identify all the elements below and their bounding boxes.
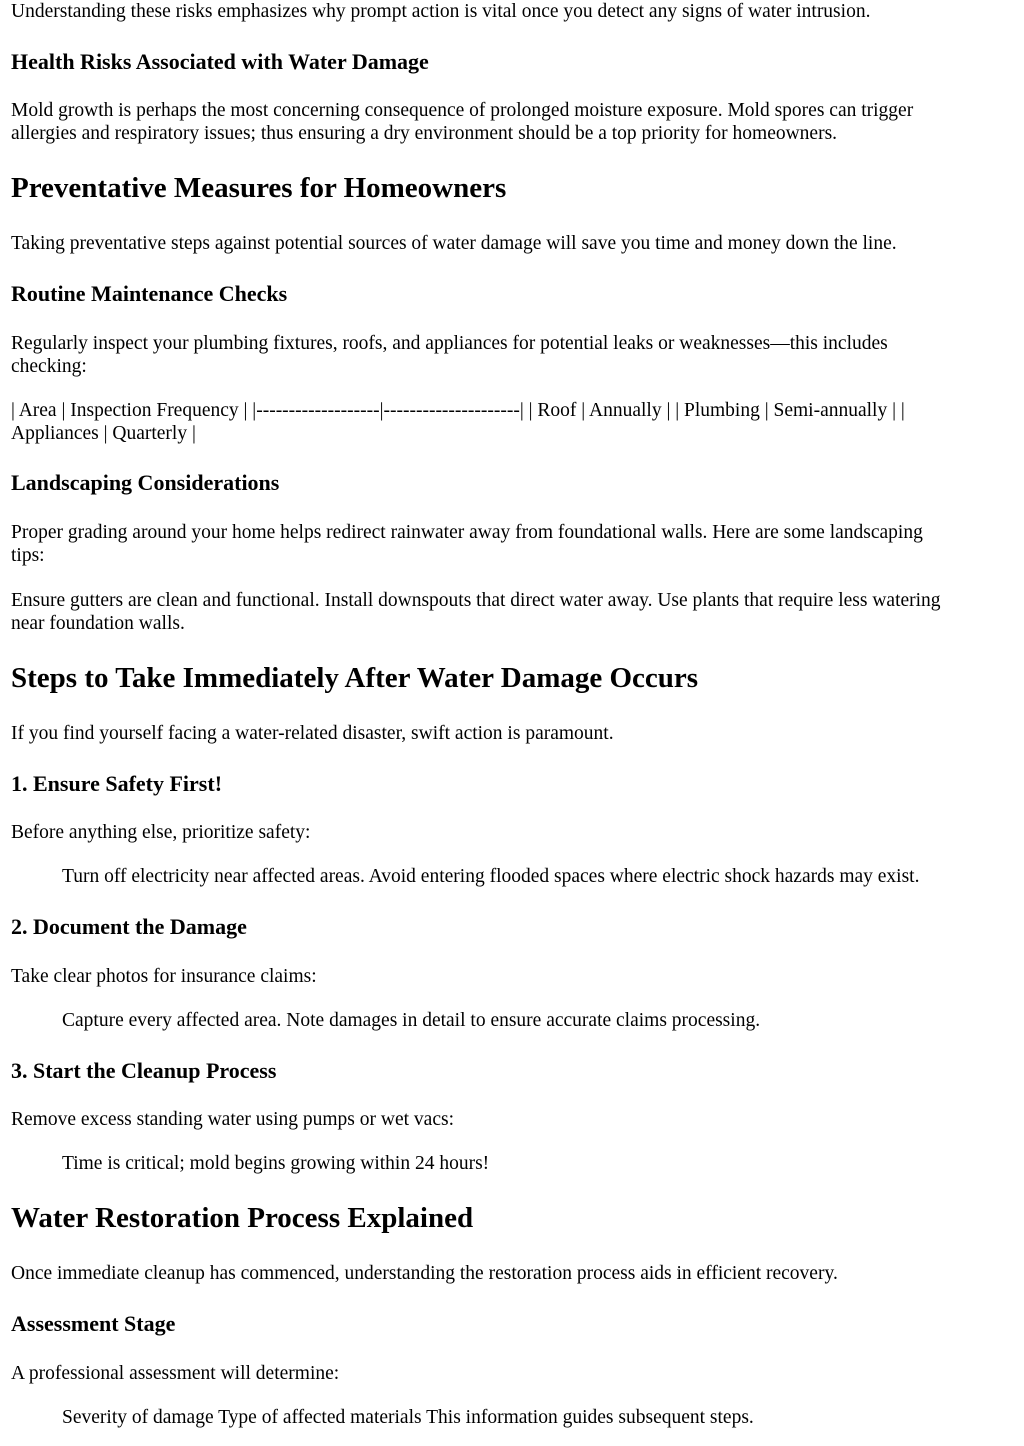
routine-paragraph-line-1: Regularly inspect your plumbing fixtures, roofs, and appliances for potential leaks or weaknesses—this includes — [11, 333, 888, 354]
gutters-paragraph-line-1: Ensure gutters are clean and functional. Install downspouts that direct water away. Use plants that require less watering — [11, 590, 941, 611]
heading-assessment-stage: Assessment Stage — [11, 1311, 176, 1336]
landscaping-paragraph-line-2: tips: — [11, 545, 45, 566]
safety-paragraph: Before anything else, prioritize safety: — [11, 822, 311, 843]
landscaping-paragraph-line-1: Proper grading around your home helps redirect rainwater away from foundational walls. Here are some landscaping — [11, 522, 923, 543]
heading-restoration-process: Water Restoration Process Explained — [11, 1202, 474, 1234]
steps-paragraph: If you find yourself facing a water-related disaster, swift action is paramount. — [11, 723, 614, 744]
assessment-paragraph: A professional assessment will determine: — [11, 1363, 340, 1384]
routine-paragraph-line-2: checking: — [11, 356, 87, 377]
heading-ensure-safety: 1. Ensure Safety First! — [11, 771, 223, 796]
heading-health-risks: Health Risks Associated with Water Damage — [11, 49, 429, 74]
assessment-blockquote: Severity of damage Type of affected materials This information guides subsequent steps. — [62, 1407, 754, 1428]
health-paragraph-line-2: allergies and respiratory issues; thus ensuring a dry environment should be a top priority for homeowners. — [11, 123, 838, 144]
document-blockquote: Capture every affected area. Note damages in detail to ensure accurate claims processing. — [62, 1010, 761, 1031]
heading-routine-maintenance: Routine Maintenance Checks — [11, 281, 288, 306]
health-paragraph-line-1: Mold growth is perhaps the most concerning consequence of prolonged moisture exposure. Mold spores can trigger — [11, 100, 914, 121]
restoration-paragraph: Once immediate cleanup has commenced, understanding the restoration process aids in efficient recovery. — [11, 1263, 838, 1284]
cleanup-blockquote: Time is critical; mold begins growing within 24 hours! — [62, 1153, 490, 1174]
intro-paragraph: Understanding these risks emphasizes why prompt action is vital once you detect any signs of water intrusion. — [11, 1, 871, 22]
heading-preventative-measures: Preventative Measures for Homeowners — [11, 172, 507, 204]
inspection-table-text-line-2: Appliances | Quarterly | — [11, 423, 196, 444]
heading-immediate-steps: Steps to Take Immediately After Water Damage Occurs — [11, 662, 699, 694]
inspection-table-text-line-1: | Area | Inspection Frequency | |-------------------|---------------------| | Roof | Annually | | Plumbing | Semi-annually | | — [11, 400, 905, 421]
cleanup-paragraph: Remove excess standing water using pumps or wet vacs: — [11, 1109, 454, 1130]
preventative-paragraph: Taking preventative steps against potential sources of water damage will save you time and money down the line. — [11, 233, 897, 254]
heading-landscaping: Landscaping Considerations — [11, 470, 280, 495]
gutters-paragraph-line-2: near foundation walls. — [11, 613, 185, 634]
heading-document-damage: 2. Document the Damage — [11, 914, 247, 939]
safety-blockquote: Turn off electricity near affected areas. Avoid entering flooded spaces where electric shock hazards may exist. — [62, 866, 920, 887]
heading-cleanup-process: 3. Start the Cleanup Process — [11, 1058, 277, 1083]
document-paragraph: Take clear photos for insurance claims: — [11, 966, 317, 987]
